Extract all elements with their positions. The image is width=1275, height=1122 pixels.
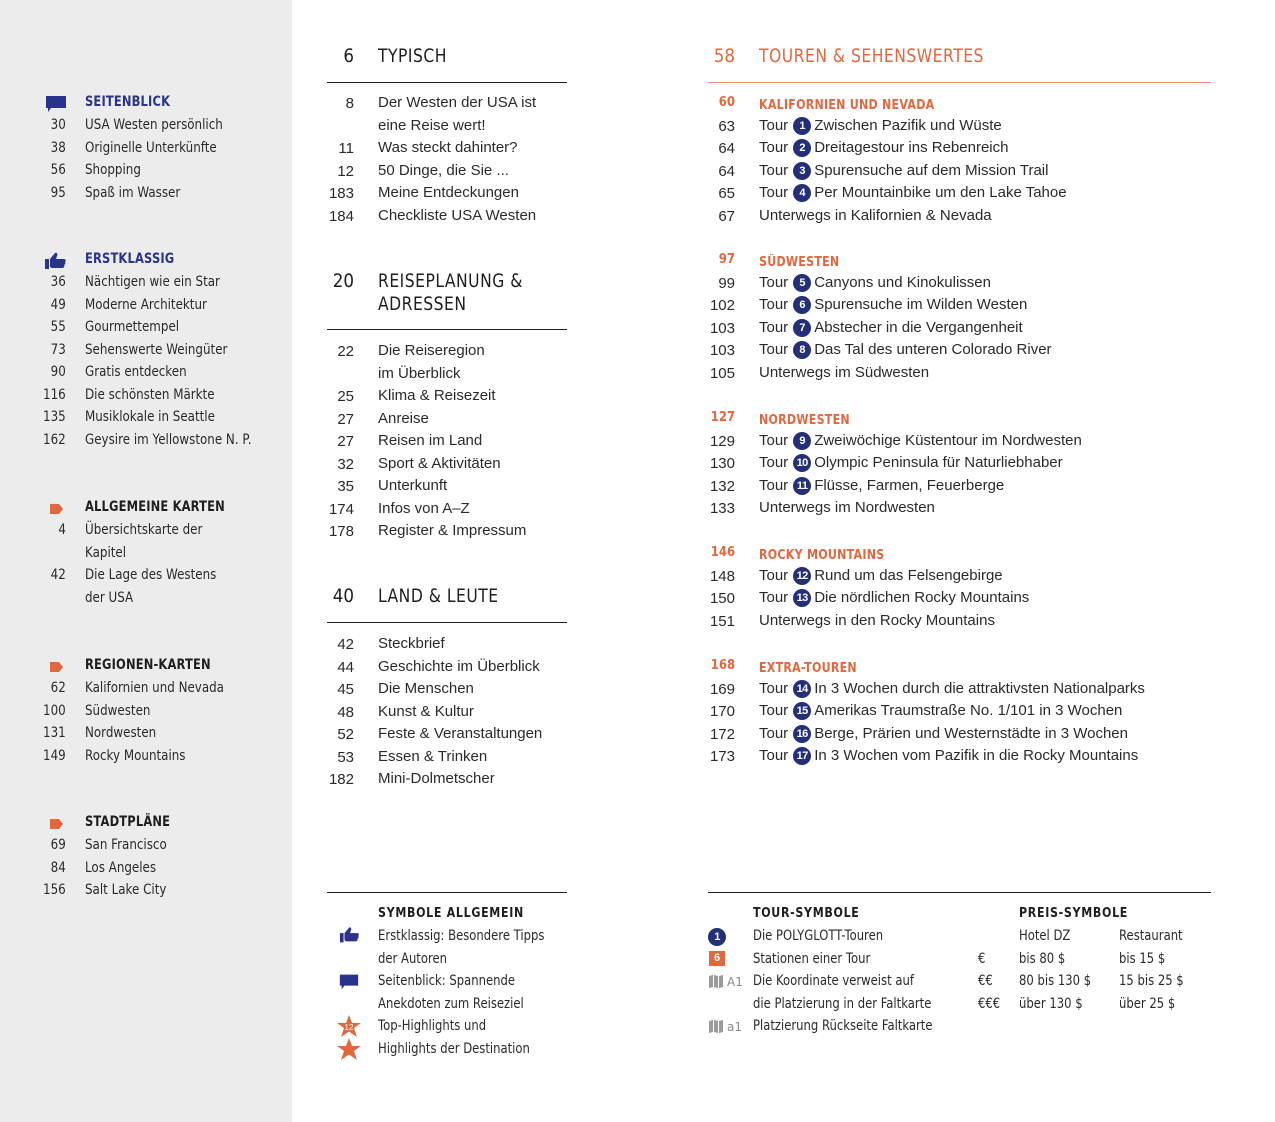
price-restaurant: 15 bis 25 $	[1119, 973, 1184, 989]
entry-label-wrap	[759, 137, 1008, 160]
item-label: Originelle Unterkünfte	[85, 139, 217, 156]
page-number: 183	[328, 185, 354, 202]
grid-reference: A1	[727, 975, 743, 989]
entry-label: Zwischen Pazifik und Wüste	[814, 116, 1002, 134]
page-number: 69	[50, 837, 66, 853]
entry-label-wrap	[759, 362, 929, 385]
tour-word: Tour	[759, 476, 789, 494]
entry-label-wrap	[759, 430, 1082, 453]
sidebar-section-header	[0, 497, 292, 519]
page-number: 65	[718, 185, 735, 202]
entry-label: Zweiwöchige Küstentour im Nordwesten	[814, 431, 1082, 449]
tour-word: Tour	[759, 318, 789, 336]
sidebar-item[interactable]	[0, 834, 292, 857]
map-fold-icon	[709, 1020, 723, 1033]
page-number: 42	[337, 636, 354, 653]
chapter-page: 6	[343, 45, 354, 67]
sidebar-item[interactable]	[0, 519, 292, 542]
tour-word: Tour	[759, 341, 789, 358]
page-number: 62	[50, 680, 66, 696]
page-number: 162	[43, 431, 66, 448]
item-label: Die schönsten Märkte	[85, 386, 215, 403]
entry-label: Rund um das Felsengebirge	[814, 566, 1003, 584]
tour-number-icon: 15	[793, 702, 811, 720]
price-hotel: bis 80 $	[1019, 950, 1066, 967]
item-label: Die Lage des Westens	[85, 567, 217, 583]
page-number: 133	[709, 500, 735, 517]
entry-label: In 3 Wochen durch die attraktivsten Nationalparks	[814, 679, 1145, 697]
sidebar-item[interactable]	[0, 677, 292, 700]
sidebar-item[interactable]	[0, 722, 292, 745]
map-tag-icon	[44, 500, 68, 518]
page-number: 135	[43, 409, 66, 425]
page-number: 132	[709, 477, 735, 495]
tour-word: Tour	[759, 679, 789, 697]
entry-label-wrap	[759, 294, 1027, 317]
legend-divider	[327, 892, 567, 893]
tour-word: Tour	[759, 139, 789, 156]
page-number: 64	[718, 140, 735, 157]
item-label: Los Angeles	[85, 859, 157, 876]
chapter-page: 40	[332, 585, 354, 607]
entry-label: Abstecher in die Vergangenheit	[814, 318, 1023, 336]
item-label: der USA	[85, 589, 134, 606]
sidebar-item[interactable]	[0, 182, 292, 205]
page-number: 184	[328, 207, 354, 225]
entry-label: Steckbrief	[378, 635, 445, 652]
chapter-title-line2: ADRESSEN	[378, 293, 467, 315]
entry-label: Das Tal des unteren Colorado River	[814, 341, 1052, 358]
page-number: 27	[337, 410, 354, 428]
entry-label: Unterwegs im Südwesten	[759, 363, 930, 381]
item-label: Sehenswerte Weingüter	[85, 341, 228, 358]
divider	[327, 82, 567, 83]
page-number: 150	[709, 590, 735, 607]
speech-bubble-icon	[44, 95, 68, 113]
sidebar-section-header	[0, 92, 292, 114]
entry-label: Feste & Veranstaltungen	[378, 725, 543, 742]
sidebar-section-title: REGIONEN-KARTEN	[85, 657, 211, 673]
page-number: 129	[709, 432, 735, 450]
sidebar-item[interactable]	[0, 361, 292, 384]
chapter-title: TOUREN & SEHENSWERTES	[759, 45, 984, 67]
entry-label: Mini-Dolmetscher	[378, 770, 495, 787]
item-label: Gratis entdecken	[85, 364, 187, 380]
entry-label: Anreise	[378, 409, 429, 427]
page-number: 56	[50, 162, 66, 178]
thumbs-up-icon	[44, 252, 68, 270]
page-number: 38	[50, 139, 66, 156]
toc-middle-column	[327, 0, 567, 880]
sidebar-item[interactable]	[0, 564, 292, 587]
sidebar-item[interactable]	[0, 271, 292, 294]
entry-label: Die Menschen	[378, 680, 474, 697]
page-number: 100	[43, 702, 66, 719]
item-label: Kapitel	[85, 544, 127, 561]
chapter-title: TYPISCH	[378, 45, 447, 67]
region-title: SÜDWESTEN	[759, 255, 840, 270]
item-label: Nächtigen wie ein Star	[85, 274, 220, 290]
legend-text: Top-Highlights und	[378, 1018, 487, 1034]
tour-word: Tour	[759, 702, 789, 719]
legend-text: die Platzierung in der Faltkarte	[753, 995, 932, 1012]
tour-word: Tour	[759, 724, 789, 742]
price-symbol: €€	[978, 973, 993, 989]
page-number: 103	[709, 319, 735, 337]
entry-label-wrap	[759, 160, 1048, 183]
page-number: 148	[709, 567, 735, 585]
legend-tour-price	[708, 900, 1211, 1050]
entry-label-wrap	[759, 475, 1004, 498]
tour-number-icon: 13	[793, 589, 811, 607]
sidebar-item[interactable]	[0, 700, 292, 723]
entry-label: Reisen im Land	[378, 432, 483, 449]
page-number: 8	[345, 95, 354, 112]
page-number: 95	[50, 184, 66, 201]
tour-word: Tour	[759, 566, 789, 584]
page-number: 99	[718, 274, 735, 292]
tour-number-icon: 8	[793, 341, 811, 359]
page-number: 30	[50, 117, 66, 133]
page-number: 22	[337, 343, 354, 360]
sidebar-item-continuation	[0, 587, 292, 610]
entry-label: Olympic Peninsula für Naturliebhaber	[814, 454, 1063, 471]
entry-label: Unterkunft	[378, 477, 448, 494]
page-number: 32	[337, 455, 354, 473]
entry-label: Was steckt dahinter?	[378, 139, 518, 156]
entry-label-wrap	[759, 700, 1122, 723]
entry-label: Unterwegs in Kalifornien & Nevada	[759, 206, 992, 224]
entry-label: Flüsse, Farmen, Feuerberge	[814, 476, 1005, 494]
page-number: 173	[709, 748, 735, 765]
entry-label-wrap	[759, 452, 1063, 475]
tour-word: Tour	[759, 431, 789, 449]
item-label: Geysire im Yellowstone N. P.	[85, 431, 252, 448]
page-number: 174	[328, 500, 354, 518]
page-number: 170	[709, 703, 735, 720]
page-number: 60	[718, 95, 735, 110]
entry-label-wrap	[759, 317, 1023, 340]
sidebar-item[interactable]	[0, 429, 292, 452]
chapter-title: REISEPLANUNG &	[378, 270, 523, 292]
item-label: Kalifornien und Nevada	[85, 680, 224, 696]
sidebar-section-seitenblick	[0, 92, 292, 204]
page-number: 64	[718, 162, 735, 180]
entry-label: Unterwegs in den Rocky Mountains	[759, 611, 995, 629]
price-hotel: über 130 $	[1019, 995, 1083, 1012]
toc-right-column	[708, 0, 1211, 880]
page-number: 182	[328, 771, 354, 788]
item-label: Moderne Architektur	[85, 296, 207, 313]
entry-label: 50 Dinge, die Sie ...	[378, 161, 509, 179]
divider	[708, 82, 1211, 83]
sidebar-item[interactable]	[0, 384, 292, 407]
page-number: 4	[58, 522, 66, 538]
page-number: 103	[709, 342, 735, 359]
page-number: 12	[337, 162, 354, 180]
sidebar-item[interactable]	[0, 745, 292, 768]
item-label: Nordwesten	[85, 725, 157, 741]
entry-label-wrap	[759, 182, 1067, 205]
item-label: Salt Lake City	[85, 882, 167, 898]
page-number: 90	[50, 364, 66, 380]
price-restaurant: über 25 $	[1119, 995, 1176, 1012]
price-restaurant: bis 15 $	[1119, 950, 1166, 967]
sidebar-item[interactable]	[0, 159, 292, 182]
page-number: 127	[710, 410, 736, 425]
region-title: ROCKY MOUNTAINS	[759, 548, 885, 563]
page-number: 73	[50, 341, 66, 358]
item-label: Musiklokale in Seattle	[85, 409, 215, 425]
entry-label: Per Mountainbike um den Lake Tahoe	[814, 184, 1067, 201]
item-label: USA Westen persönlich	[85, 117, 223, 133]
sidebar-section-title: STADTPLÄNE	[85, 814, 171, 830]
entry-label: Amerikas Traumstraße No. 1/101 in 3 Wochen	[814, 702, 1123, 719]
highlight-star-icon	[337, 1038, 361, 1060]
entry-label-wrap	[759, 115, 1002, 138]
page-number: 36	[50, 274, 66, 290]
map-tag-icon	[44, 658, 68, 676]
entry-label: Canyons und Kinokulissen	[814, 273, 991, 291]
entry-label: Sport & Aktivitäten	[378, 454, 501, 472]
sidebar-section-erstklassig	[0, 249, 292, 451]
legend-text: Seitenblick: Spannende	[378, 973, 516, 989]
page-number: 97	[718, 252, 735, 267]
price-hotel: 80 bis 130 $	[1019, 973, 1092, 989]
page-number: 52	[337, 726, 354, 743]
entry-label-wrap	[759, 610, 995, 633]
region-title: NORDWESTEN	[759, 413, 850, 428]
legend-title: SYMBOLE ALLGEMEIN	[378, 906, 524, 921]
entry-label-wrap	[759, 205, 992, 228]
page-number: 116	[43, 386, 66, 403]
page-number: 105	[709, 364, 735, 382]
entry-label: Die nördlichen Rocky Mountains	[814, 589, 1030, 606]
sidebar-item[interactable]	[0, 114, 292, 137]
page-number: 53	[337, 748, 354, 766]
entry-label: eine Reise wert!	[378, 116, 486, 134]
divider	[327, 622, 567, 623]
page-number: 35	[337, 478, 354, 495]
chapter-page: 20	[332, 270, 354, 292]
page-number: 44	[337, 658, 354, 676]
legend-general	[327, 900, 567, 1070]
tour-number-icon: 14	[793, 680, 811, 698]
sidebar-item-continuation	[0, 542, 292, 565]
entry-label: Spurensuche im Wilden Westen	[814, 296, 1028, 313]
station-number-icon: 6	[709, 951, 725, 966]
entry-label: Klima & Reisezeit	[378, 387, 496, 404]
entry-label: Der Westen der USA ist	[378, 94, 537, 111]
sidebar-section-title: SEITENBLICK	[85, 94, 171, 110]
sidebar-section-title: ALLGEMEINE KARTEN	[85, 499, 225, 515]
tour-number-icon: 3	[793, 162, 811, 180]
entry-label: Berge, Prärien und Westernstädte in 3 Wochen	[814, 724, 1128, 742]
entry-label: Unterwegs im Nordwesten	[759, 499, 935, 516]
tour-number-icon: 11	[793, 477, 811, 495]
sidebar-section-regionen-karten	[0, 655, 292, 767]
chapter-title: LAND & LEUTE	[378, 585, 499, 607]
item-label: Südwesten	[85, 702, 151, 719]
sidebar-section-allgemeine-karten	[0, 497, 292, 609]
entry-label-wrap	[759, 272, 991, 295]
entry-label: Infos von A–Z	[378, 499, 470, 517]
page-number: 146	[710, 545, 736, 560]
page-number: 156	[43, 882, 66, 898]
tour-number-icon: 2	[793, 139, 811, 157]
tour-word: Tour	[759, 184, 789, 201]
entry-label: Geschichte im Überblick	[378, 657, 540, 675]
price-col-restaurant: Restaurant	[1119, 928, 1183, 944]
entry-label: im Überblick	[378, 364, 461, 382]
tour-number-icon: 9	[793, 432, 811, 450]
tour-word: Tour	[759, 454, 789, 471]
item-label: Spaß im Wasser	[85, 184, 181, 201]
sidebar-section-stadtplaene	[0, 812, 292, 902]
entry-label-wrap	[759, 678, 1145, 701]
divider	[327, 329, 567, 330]
tour-word: Tour	[759, 116, 789, 134]
entry-label: Dreitagestour ins Rebenreich	[814, 139, 1009, 156]
tour-word: Tour	[759, 161, 789, 179]
sidebar-item[interactable]	[0, 294, 292, 317]
legend-title: TOUR-SYMBOLE	[753, 906, 860, 921]
page-number: 84	[50, 859, 66, 876]
tour-number-icon: 12	[793, 567, 811, 585]
page-number: 42	[50, 567, 66, 583]
thumbs-up-icon	[339, 926, 361, 944]
sidebar-item[interactable]	[0, 316, 292, 339]
sidebar-section-header	[0, 812, 292, 834]
tour-number-icon: 4	[793, 184, 811, 202]
page-number: 149	[43, 747, 66, 764]
entry-label: Die Reiseregion	[378, 342, 485, 359]
entry-label: Kunst & Kultur	[378, 702, 474, 720]
legend-text: Highlights der Destination	[378, 1040, 530, 1057]
page-number: 131	[43, 725, 66, 741]
tour-number-icon: 1	[708, 928, 726, 946]
tour-word: Tour	[759, 273, 789, 291]
entry-label-wrap	[759, 339, 1052, 362]
page-number: 168	[710, 658, 736, 673]
price-col-hotel: Hotel DZ	[1019, 928, 1071, 944]
tour-word: Tour	[759, 747, 789, 764]
page-number: 102	[709, 297, 735, 314]
page-number: 55	[50, 319, 66, 335]
page-number: 151	[709, 612, 735, 630]
page-number: 63	[718, 117, 735, 135]
map-tag-icon	[44, 815, 68, 833]
sidebar-item[interactable]	[0, 857, 292, 880]
legend-text: Die POLYGLOTT-Touren	[753, 928, 884, 944]
sidebar	[0, 0, 292, 1122]
chapter-page: 58	[713, 45, 735, 67]
tour-number-icon: 16	[793, 725, 811, 743]
price-symbol: €€€	[978, 995, 1001, 1012]
tour-word: Tour	[759, 589, 789, 606]
sidebar-item[interactable]	[0, 406, 292, 429]
page-number: 27	[337, 433, 354, 450]
item-label: Rocky Mountains	[85, 747, 186, 764]
page-number: 11	[338, 140, 354, 157]
entry-label-wrap	[759, 723, 1128, 746]
entry-label: Essen & Trinken	[378, 747, 488, 765]
price-symbol: €	[978, 950, 986, 967]
legend-title: PREIS-SYMBOLE	[1019, 906, 1129, 921]
region-title: EXTRA-TOUREN	[759, 661, 857, 676]
item-label: Gourmettempel	[85, 319, 180, 335]
tour-number-icon: 6	[793, 296, 811, 314]
entry-label-wrap	[759, 745, 1138, 768]
entry-label-wrap	[759, 565, 1003, 588]
region-title: KALIFORNIEN UND NEVADA	[759, 98, 935, 113]
tour-number-icon: 1	[793, 117, 811, 135]
page-number: 172	[709, 725, 735, 743]
page-number: 25	[337, 388, 354, 405]
sidebar-item[interactable]	[0, 137, 292, 160]
sidebar-item[interactable]	[0, 339, 292, 362]
page-number: 130	[709, 455, 735, 472]
legend-text: Platzierung Rückseite Faltkarte	[753, 1018, 933, 1034]
entry-label: Spurensuche auf dem Mission Trail	[814, 161, 1049, 179]
entry-label: In 3 Wochen vom Pazifik in die Rocky Mountains	[814, 747, 1139, 764]
page-number: 67	[718, 207, 735, 225]
entry-label-wrap	[759, 497, 935, 520]
page-number: 49	[50, 296, 66, 313]
highlight-number: 12	[344, 1023, 354, 1032]
legend-text: Stationen einer Tour	[753, 950, 871, 967]
tour-number-icon: 5	[793, 274, 811, 292]
speech-bubble-icon	[338, 973, 360, 991]
page-number: 178	[328, 523, 354, 540]
sidebar-section-header	[0, 249, 292, 271]
map-fold-icon	[709, 975, 723, 988]
item-label: San Francisco	[85, 837, 167, 853]
sidebar-section-title: ERSTKLASSIG	[85, 251, 175, 267]
page-number: 45	[337, 681, 354, 698]
tour-word: Tour	[759, 296, 789, 313]
top-highlight-star-icon	[337, 1015, 361, 1037]
page-number: 48	[337, 703, 354, 721]
entry-label: Meine Entdeckungen	[378, 184, 519, 201]
item-label: Shopping	[85, 162, 141, 178]
tour-number-icon: 7	[793, 319, 811, 337]
item-label: Übersichtskarte der	[85, 522, 203, 538]
sidebar-section-header	[0, 655, 292, 677]
legend-text: Erstklassig: Besondere Tipps	[378, 928, 545, 944]
legend-text: Die Koordinate verweist auf	[753, 973, 914, 989]
grid-reference: a1	[727, 1020, 742, 1034]
legend-text: Anekdoten zum Reiseziel	[378, 995, 524, 1012]
entry-label-wrap	[759, 587, 1029, 610]
legend-text: der Autoren	[378, 950, 448, 967]
entry-label: Register & Impressum	[378, 522, 527, 539]
page-number: 169	[709, 680, 735, 698]
tour-number-icon: 17	[793, 747, 811, 765]
tour-number-icon: 10	[793, 454, 811, 472]
entry-label: Checkliste USA Westen	[378, 206, 537, 224]
sidebar-item[interactable]	[0, 879, 292, 902]
legend-divider	[708, 892, 1211, 893]
